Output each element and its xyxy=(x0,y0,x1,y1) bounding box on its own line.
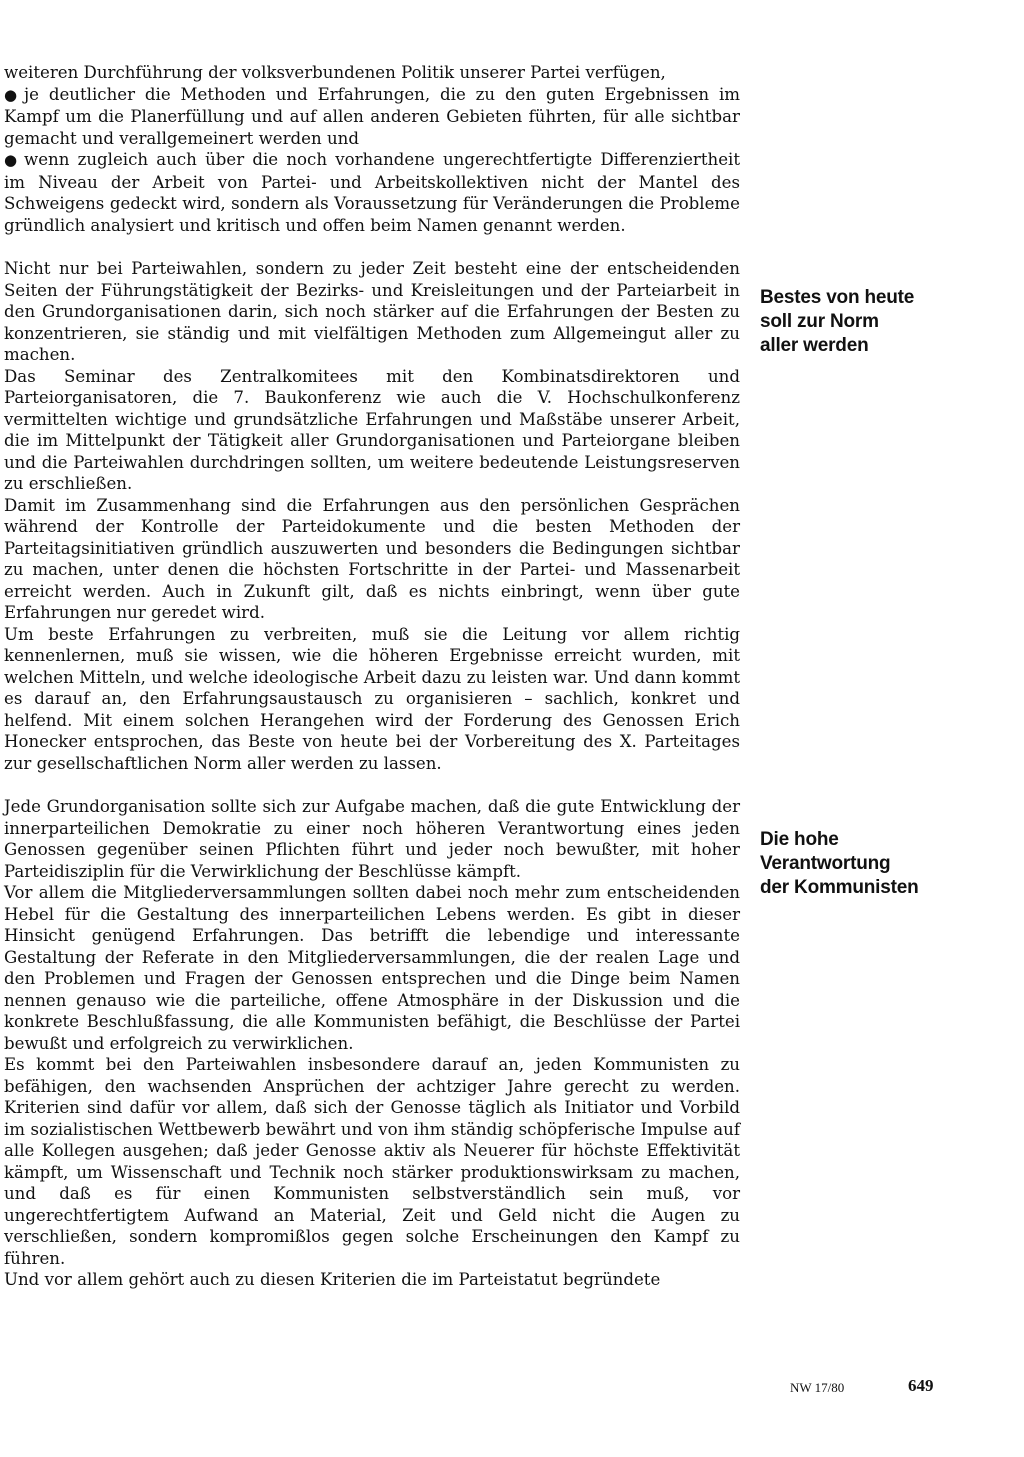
side-heading-line: Die hohe xyxy=(760,829,839,850)
side-heading-line: der Kommunisten xyxy=(760,877,919,898)
section-2 xyxy=(4,258,740,774)
paragraph: Jede Grundorganisation sollte sich zur Aufgabe machen, daß die gute Entwicklung der innerparteilichen Demokratie zu einer noch höheren Verantwortung eines jeden Genossen gegenüber seinen Pflichten führt und jeder noch bewußter, mit hoher Parteidisziplin für die Verwirklichung der Beschlüsse kämpft. xyxy=(4,797,740,881)
paragraph: Vor allem die Mitgliederversammlungen sollten dabei noch mehr zum entscheidenden Hebel für die Gestaltung des innerparteilichen Lebens werden. Es gibt in dieser Hinsicht genügend Erfahrungen. Das betrifft die lebendige und interessante Gestaltung der Referate in den Mitgliederversammlungen, die der realen Lage und den Problemen und Fragen der Genossen entsprechen und die Dinge beim Namen nennen genauso wie die parteiliche, offene Atmosphäre in der Diskussion und die konkrete Beschlußfassung, die alle Kommunisten befähigt, die Beschlüsse der Partei bewußt und erfolgreich zu verwirklichen. xyxy=(4,883,740,1053)
bullet-item-2 xyxy=(4,149,740,236)
bullet-text-1: je deutlicher die Methoden und Erfahrungen, die zu den guten Ergebnissen im Kampf um die Planerfüllung und auf allen anderen Gebieten führten, für alle sichtbar gemacht und verallgemeinert werden und xyxy=(4,84,740,148)
bullet-text-2: wenn zugleich auch über die noch vorhandene ungerechtfertigte Differenziertheit im Niveau der Arbeit von Partei- und Arbeitskollektiven nicht der Mantel des Schweigens gedeckt wird, sondern als Voraussetzung für Veränderungen die Probleme gründlich analysiert und kritisch und offen beim Namen genannt werden. xyxy=(4,150,740,235)
section-3 xyxy=(4,796,740,1291)
paragraph: Das Seminar des Zentralkomitees mit den Kombinatsdirektoren und Parteiorganisatoren, die 7. Baukonferenz wie auch die V. Hochschulkonferenz vermittelten wichtige und grundsätzliche Erfahrungen und Maßstäbe unserer Arbeit, die im Mittelpunkt der Tätigkeit aller Grundorganisationen und Parteiorgane bleiben und die Parteiwahlen durchdringen sollten, um weitere bedeutende Leistungsreserven zu erschließen. xyxy=(4,366,740,493)
side-heading-responsibility xyxy=(760,828,960,900)
side-heading-line: aller werden xyxy=(760,335,869,356)
paragraph: Nicht nur bei Parteiwahlen, sondern zu jeder Zeit besteht eine der entscheidenden Seiten der Führungstätigkeit der Bezirks- und Kreisleitungen und der Parteiarbeit in den Grundorganisationen darin, sich noch stärker auf die Erfahrungen der Besten zu konzentrieren, sie ständig und mit vielfältigen Methoden zum Allgemeingut aller zu machen. xyxy=(4,259,740,364)
side-heading-line: soll zur Norm xyxy=(760,311,879,332)
side-heading-best-practice xyxy=(760,286,960,358)
page-number: 649 xyxy=(908,1376,934,1395)
paragraph-intro: weiteren Durchführung der volksverbundenen Politik unserer Partei verfügen, xyxy=(4,63,666,82)
section-gap xyxy=(4,236,740,258)
paragraph: Damit im Zusammenhang sind die Erfahrungen aus den persönlichen Gesprächen während der Kontrolle der Parteidokumente und die besten Methoden der Parteitagsinitiativen gründlich auszuwerten und besonders die Bedingungen sichtbar zu machen, unter denen die höchsten Fortschritte in der Partei- und Massenarbeit erreicht werden. Auch in Zukunft gilt, daß es nichts einbringt, wenn über gute Erfahrungen nur geredet wird. xyxy=(4,495,740,622)
side-heading-line: Verantwortung xyxy=(760,853,891,874)
paragraph: Um beste Erfahrungen zu verbreiten, muß sie die Leitung vor allem richtig kennenlernen, muß sie wissen, wie die höheren Ergebnisse erreicht wurden, mit welchen Mitteln, und welche ideologische Arbeit dazu zu leisten war. Und dann kommt es darauf an, den Erfahrungsaustausch zu organisieren – sachlich, konkret und helfend. Mit einem solchen Herangehen wird der Forderung des Genossen Erich Honecker entsprochen, das Beste von heute bei der Vorbereitung des X. Parteitages zur gesellschaftlichen Norm aller werden zu lassen. xyxy=(4,624,740,773)
section-gap xyxy=(4,774,740,796)
section-1 xyxy=(4,62,740,236)
journal-issue: NW 17/80 xyxy=(790,1380,845,1395)
bullet-item-1 xyxy=(4,84,740,150)
side-heading-line: Bestes von heute xyxy=(760,287,915,308)
paragraph: Und vor allem gehört auch zu diesen Kriterien die im Parteistatut begründete xyxy=(4,1270,661,1289)
paragraph: Es kommt bei den Parteiwahlen insbesondere darauf an, jeden Kommunisten zu befähigen, den wachsenden Ansprüchen der achtziger Jahre gerecht zu werden. Kriterien sind dafür vor allem, daß sich der Genosse täglich als Initiator und Vorbild im sozialistischen Wettbewerb bewährt und von ihm ständig schöpferische Impulse auf alle Kollegen ausgehen; daß jeder Genosse aktiv als Neuerer für höchste Effektivität kämpft, um Wissenschaft und Technik noch stärker produktionswirksam zu machen, und daß es für einen Kommunisten selbstverständlich sein muß, vor ungerechtfertigtem Aufwand an Material, Zeit und Geld nicht die Augen zu verschließen, sondern kompromißlos gegen solche Erscheinungen den Kampf zu führen. xyxy=(4,1055,740,1268)
main-text-column xyxy=(4,62,740,1291)
